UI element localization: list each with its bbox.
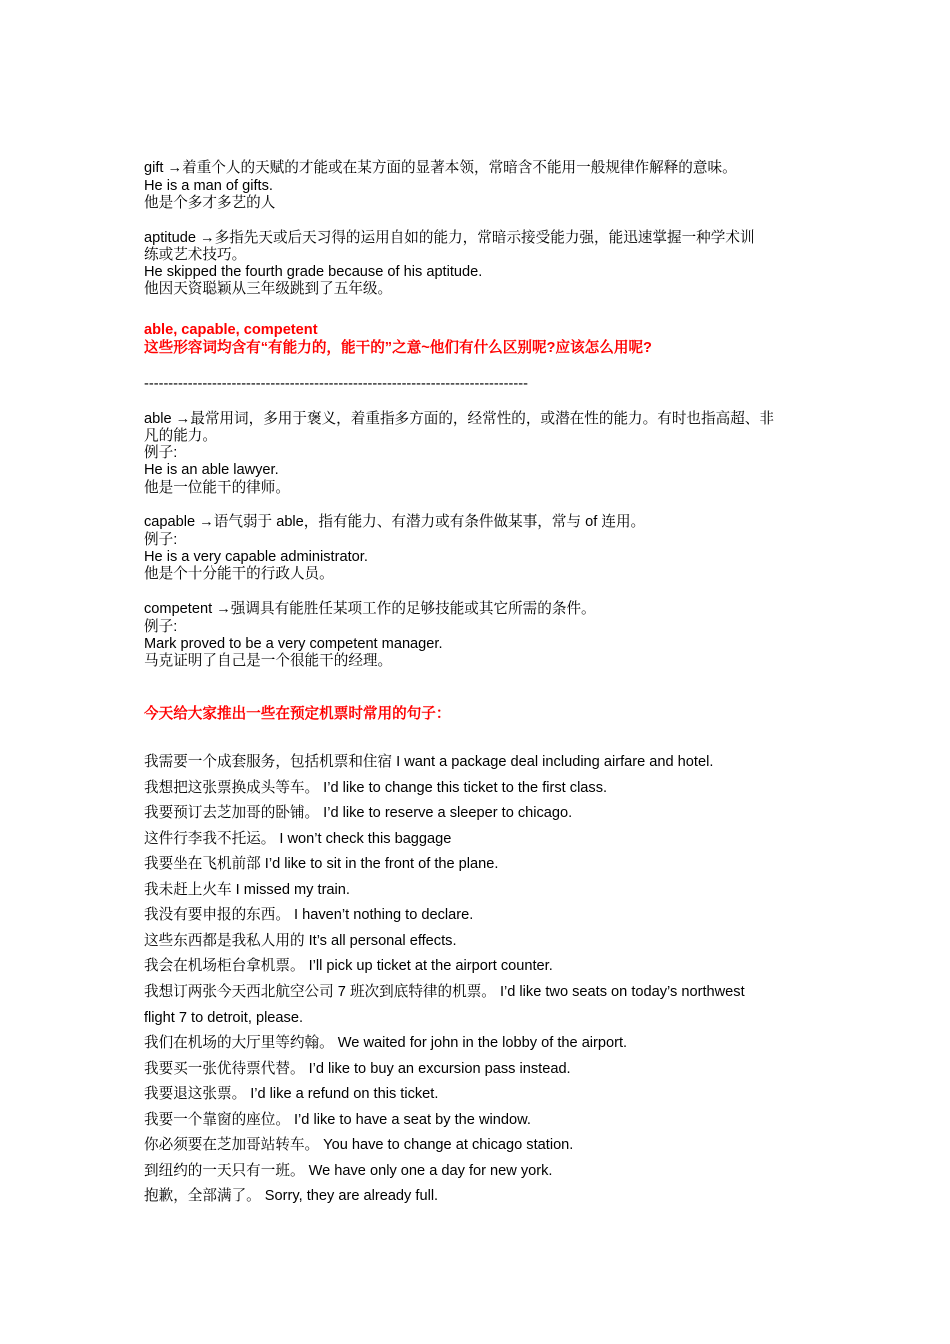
competent-example-zh: 马克证明了自己是一个很能干的经理。 [144, 653, 393, 669]
list-item: 我会在机场柜台拿机票。 I’ll pick up ticket at the airport counter. [144, 958, 553, 974]
able-definition-line2: 凡的能力。 [144, 428, 217, 444]
capable-definition: capable →语气弱于 able，指有能力、有潜力或有条件做某事，常与 of 连用。 [144, 514, 646, 530]
list-item: 我要买一张优待票代替。 I’d like to buy an excursion pass instead. [144, 1061, 571, 1077]
list-item: 我未赶上火车 I missed my train. [144, 882, 350, 898]
list-item: 我需要一个成套服务，包括机票和住宿 I want a package deal including airfare and hotel. [144, 754, 714, 770]
gift-definition: gift →着重个人的天赋的才能或在某方面的显著本领，常暗含不能用一般规律作解释的意味。 [144, 160, 737, 176]
list-item: 到纽约的一天只有一班。 We have only one a day for new york. [144, 1163, 553, 1179]
list-item: 你必须要在芝加哥站转车。 You have to change at chicago station. [144, 1137, 574, 1153]
list-item: 我没有要申报的东西。 I haven’t nothing to declare. [144, 907, 474, 923]
list-item: 这件行李我不托运。 I won’t check this baggage [144, 831, 452, 847]
aptitude-example-zh: 他因天资聪颖从三年级跳到了五年级。 [144, 281, 393, 297]
list-item: 我要坐在飞机前部 I’d like to sit in the front of the plane. [144, 856, 499, 872]
aptitude-definition-line2: 练或艺术技巧。 [144, 247, 247, 263]
list-item: 这些东西都是我私人用的 It’s all personal effects. [144, 933, 457, 949]
competent-example-label: 例子: [144, 619, 178, 635]
able-example-label: 例子: [144, 445, 178, 461]
booking-intro-heading: 今天给大家推出一些在预定机票时常用的句子： [144, 706, 451, 722]
able-example-zh: 他是一位能干的律师。 [144, 480, 290, 496]
section-heading-question: 这些形容词均含有“有能力的，能干的”之意~他们有什么区别呢?应该怎么用呢? [144, 340, 652, 356]
gift-example-zh: 他是个多才多艺的人 [144, 195, 276, 211]
list-item: 我要一个靠窗的座位。 I’d like to have a seat by the window. [144, 1112, 531, 1128]
capable-example-label: 例子: [144, 532, 178, 548]
competent-definition: competent →强调具有能胜任某项工作的足够技能或其它所需的条件。 [144, 601, 596, 617]
able-definition-line1: able →最常用词，多用于褒义，着重指多方面的，经常性的，或潜在性的能力。有时也指高超、非 [144, 411, 774, 427]
gift-example-en: He is a man of gifts. [144, 178, 273, 194]
list-item: flight 7 to detroit, please. [144, 1010, 304, 1026]
list-item: 抱歉，全部满了。 Sorry, they are already full. [144, 1188, 439, 1204]
list-item: 我想订两张今天西北航空公司 7 班次到底特律的机票。 I’d like two seats on today’s northwest [144, 984, 745, 1000]
aptitude-example-en: He skipped the fourth grade because of his aptitude. [144, 264, 483, 280]
competent-example-en: Mark proved to be a very competent manager. [144, 636, 443, 652]
aptitude-definition-line1: aptitude →多指先天或后天习得的运用自如的能力，常暗示接受能力强，能迅速掌握一种学术训 [144, 230, 755, 246]
section-heading-words: able, capable, competent [144, 322, 318, 338]
list-item: 我想把这张票换成头等车。 I’d like to change this ticket to the first class. [144, 780, 608, 796]
capable-example-zh: 他是个十分能干的行政人员。 [144, 566, 334, 582]
list-item: 我们在机场的大厅里等约翰。 We waited for john in the lobby of the airport. [144, 1035, 628, 1051]
list-item: 我要预订去芝加哥的卧铺。 I’d like to reserve a sleeper to chicago. [144, 805, 573, 821]
divider-line: ------------------------------------------------------------------------------- [144, 376, 528, 392]
able-example-en: He is an able lawyer. [144, 462, 279, 478]
list-item: 我要退这张票。 I’d like a refund on this ticket. [144, 1086, 439, 1102]
capable-example-en: He is a very capable administrator. [144, 549, 368, 565]
